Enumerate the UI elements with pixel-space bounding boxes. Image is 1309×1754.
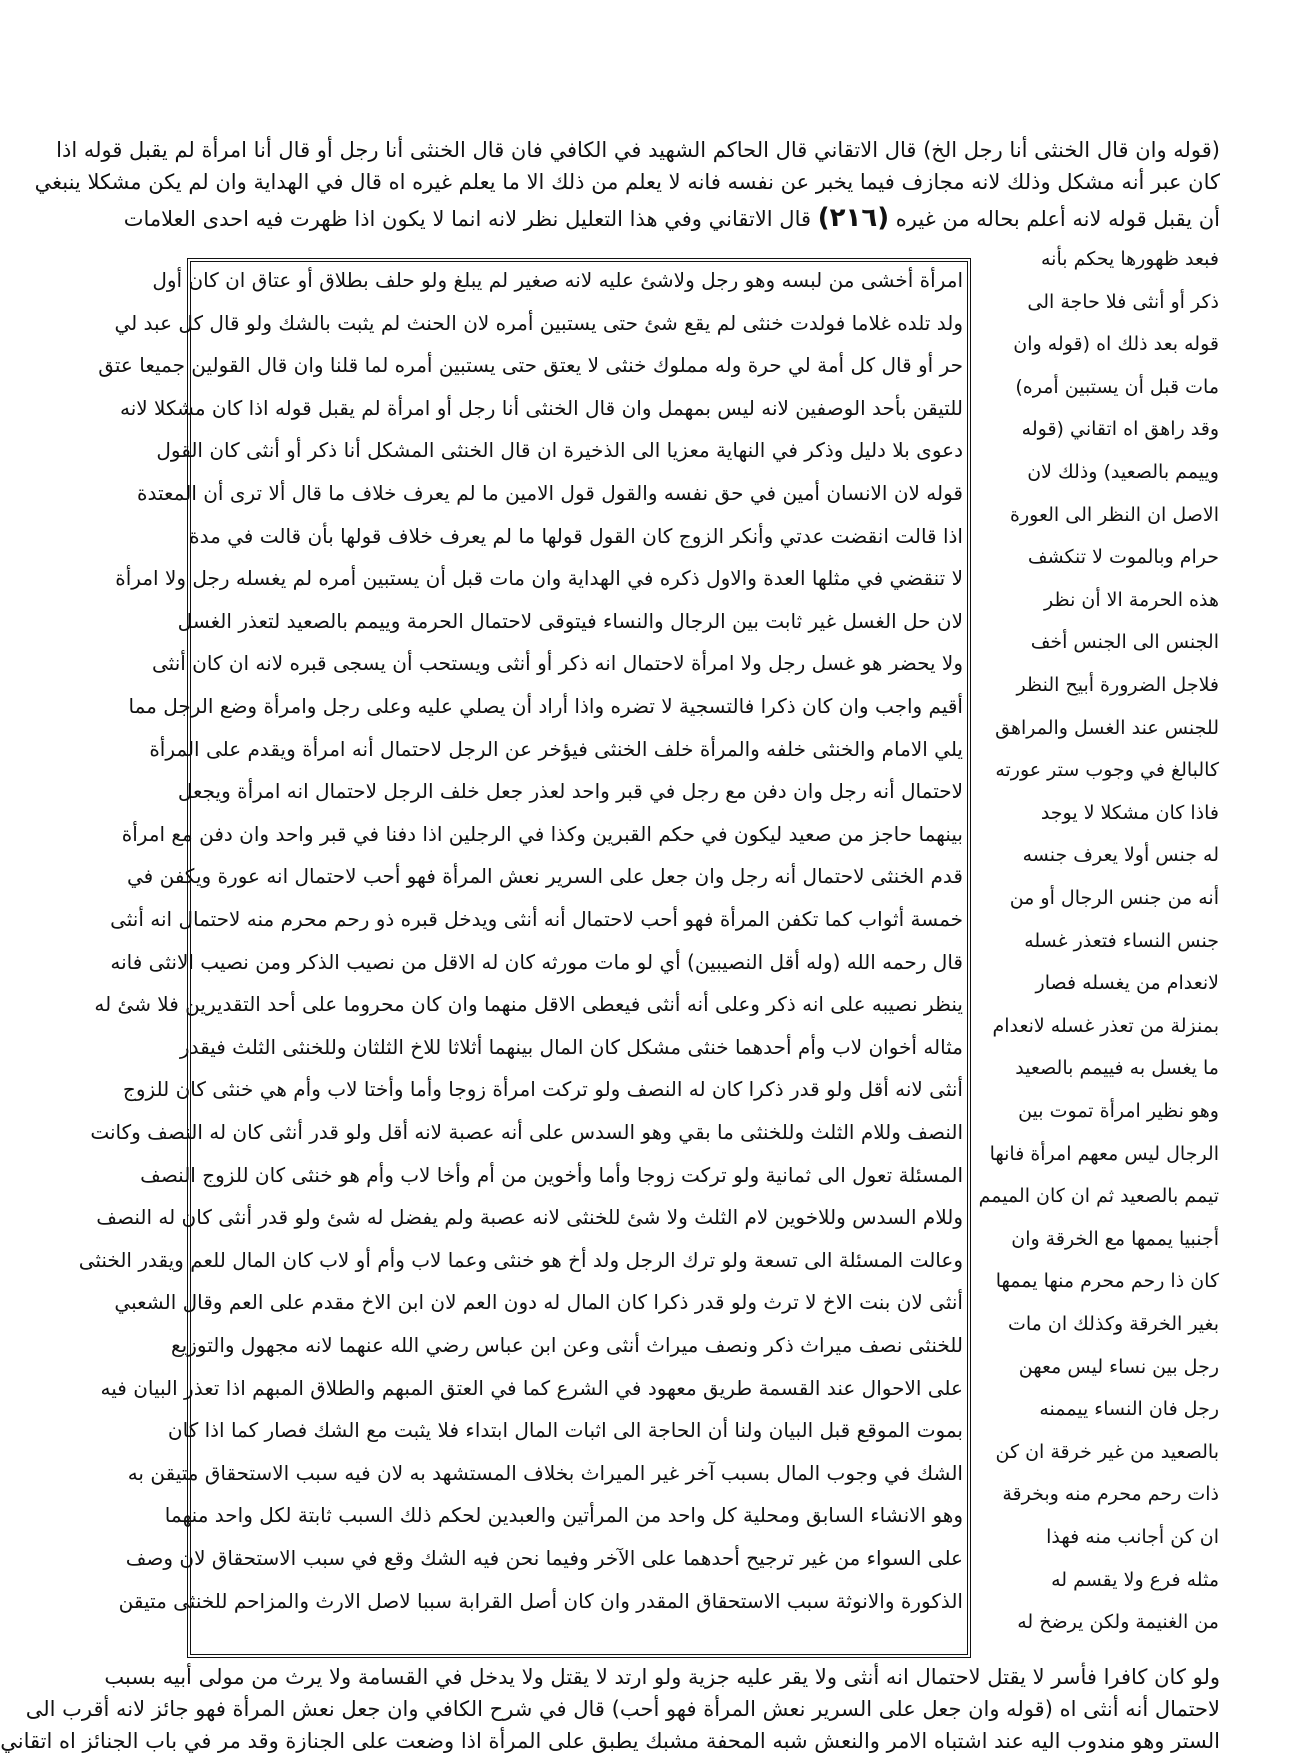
margin-line: رجل فان النساء ييممنه [1039, 1398, 1219, 1421]
margin-line: حرام وبالموت لا تنكشف [1027, 546, 1219, 569]
main-text-line: لاحتمال أنه رجل وان دفن مع رجل في قبر واحد لعذر جعل خلف الرجل لاحتمال انه امرأة ويجعل [177, 779, 963, 804]
margin-line: له جنس أولا يعرف جنسه [1022, 844, 1219, 867]
main-text-line: أنثى لان بنت الاخ لا ترث ولو قدر ذكرا كان المال له دون العم لان ابن الاخ مقدم على العم وقال الشعبي [114, 1290, 963, 1315]
main-text-line: لان حل الغسل غير ثابت بين الرجال والنساء فيتوقى لاحتمال الحرمة وييمم بالصعيد لتعذر الغسل [177, 608, 963, 633]
main-text-line: على السواء من غير ترجيح أحدهما على الآخر وفيما نحن فيه الشك وقع في سبب الاستحقاق لان وصف [125, 1546, 963, 1570]
main-text-line: يلي الامام والخنثى خلفه والمرأة خلف الخنثى فيؤخر عن الرجل لاحتمال أنه امرأة ويقدم على المرأة [149, 736, 963, 761]
main-text-line: الشك في وجوب المال بسبب آخر غير الميراث بخلاف المستشهد به لان فيه سبب الاستحقاق متيقن به [127, 1460, 963, 1485]
margin-line: وهو نظير امرأة تموت بين [1018, 1100, 1219, 1122]
margin-line: فاذا كان مشكلا لا يوجد [1040, 801, 1219, 824]
main-text-line: امرأة أخشى من لبسه وهو رجل ولاشئ عليه لانه صغير لم يبلغ ولو حلف بطلاق أو عتاق ان كان أول [152, 268, 963, 292]
margin-line: فلاجل الضرورة أبيح النظر [1016, 674, 1219, 696]
header-line-part: قال الاتقاني وفي هذا التعليل نظر لانه انما لا يكون اذا ظهرت فيه احدى العلامات [123, 207, 812, 231]
main-text-line: أنثى لانه أقل ولو قدر ذكرا كان له النصف ولو تركت امرأة زوجا وأما وأختا لاب وأم هي خنثى كان للزوج [122, 1077, 963, 1102]
margin-line: ذكر أو أنثى فلا حاجة الى [1027, 290, 1219, 313]
main-text-line: ولد تلده غلاما فولدت خنثى لم يقع شئ حتى يستبين أمره لان الحنث لم يثبت بالشك ولو قال كل عبد لي [114, 310, 963, 335]
main-text-line: مثاله أخوان لاب وأم أحدهما خنثى مشكل كان المال بينهما أثلاثا للاخ الثلثان وللخنثى الثلث فيقدر [179, 1034, 963, 1059]
main-text-line: للتيقن بأحد الوصفين لانه ليس بمهمل وان قال الخنثى أنا رجل أو امرأة لم يقبل قوله اذا كان مشكلا لانه [119, 395, 963, 420]
margin-line: فبعد ظهورها يحكم بأنه [1041, 248, 1219, 270]
margin-line: مات قبل أن يستبين أمره) [1015, 375, 1219, 398]
margin-line: ذات رحم محرم منه وبخرقة [1002, 1483, 1219, 1506]
margin-line: أجنبيا يممها مع الخرقة وان [1011, 1227, 1219, 1250]
main-text-line: قوله لان الانسان أمين في حق نفسه والقول قول الامين ما لم يعرف خلاف ما قال ألا ترى أن المعتدة [137, 481, 963, 505]
main-text-line: وعالت المسئلة الى تسعة ولو ترك الرجل ولد أخ هو خنثى وعما لاب وأم أو لاب كان المال للعم ويقدر الخنثى [78, 1247, 963, 1272]
main-text-line: على الاحوال عند القسمة طريق معهود في الشرع كما في العتق المبهم والطلاق المبهم اذا تعذر البيان فيه [100, 1375, 963, 1400]
main-text-line: خمسة أثواب كما تكفن المرأة فهو أحب لاحتمال أنه أنثى ويدخل قبره ذو رحم محرم منه لاحتمال انه أنثى [110, 907, 963, 931]
margin-line: الجنس الى الجنس أخف [1030, 631, 1219, 654]
main-text-line: للخنثى نصف ميراث ذكر ونصف ميراث أنثى وعن ابن عباس رضي الله عنهما لانه مجهول والتوزيع [171, 1333, 963, 1357]
main-text-line: بينهما حاجز من صعيد ليكون في حكم القبرين وكذا في الرجلين اذا دفنا في قبر واحد وان دفن مع امرأة [121, 821, 963, 846]
header-line-part: أن يقبل قوله لانه أعلم بحاله من غيره [895, 207, 1220, 231]
main-text-line: دعوى بلا دليل وذكر في النهاية معزيا الى الذخيرة ان قال الخنثى المشكل أنا ذكر أو أنثى كان القول [156, 438, 963, 463]
margin-line: بمنزلة من تعذر غسله لانعدام [992, 1014, 1219, 1037]
main-text-line: النصف وللام الثلث وللخنثى ما بقي وهو السدس على أنه عصبة لانه أقل ولو قدر أنثى كان له النصف وكانت [90, 1120, 963, 1144]
margin-line: ما يغسل به فييمم بالصعيد [1015, 1057, 1219, 1080]
page-number: (٢١٦) [817, 203, 890, 233]
footer-line: الستر وهو مندوب اليه عند اشتباه الامر والنعش شبه المحفة مشبك يطبق على المرأة اذا وضعت على الجنازة وقد مر في باب الجنائز اه اتقاني [0, 1729, 1220, 1753]
header-line: كان عبر أنه مشكل وذلك لانه مجازف فيما يخبر عن نفسه فانه لا يعلم من ذلك الا ما يعلم غيره اه قال في الهداية وان لم يكن مشكلا ينبغي [34, 170, 1220, 194]
footer-line: لاحتمال أنه أنثى اه (قوله وان جعل على السرير نعش المرأة فهو أحب) قال في شرح الكافي وان جعل نعش المرأة فهو جائز لانه أقرب الى [25, 1697, 1220, 1721]
footer-line: ولو كان كافرا فأسر لا يقتل لاحتمال انه أنثى ولا يقر عليه جزية ولو ارتد لا يقتل ولا يدخل في القسامة ولا يرث من مولى أبيه بسبب [104, 1665, 1220, 1689]
margin-line: ان كن أجانب منه فهذا [1046, 1526, 1219, 1548]
header-line: (قوله وان قال الخنثى أنا رجل الخ) قال الاتقاني قال الحاكم الشهيد في الكافي فان قال الخنثى أنا رجل أو قال أنا امرأة لم يقبل قوله اذا [56, 138, 1220, 162]
margin-line: أنه من جنس الرجال أو من [1009, 887, 1219, 909]
margin-line: تيمم بالصعيد ثم ان كان الميمم [978, 1185, 1219, 1208]
margin-line: كان ذا رحم محرم منها يممها [995, 1270, 1219, 1293]
main-text-line: الذكورة والانوثة سبب الاستحقاق المقدر وان كان أصل القرابة سببا لاصل الارث والمزاحم للخنثى متيقن [118, 1588, 963, 1613]
header-line [123, 203, 1220, 233]
main-text-line: لا تنقضي في مثلها العدة والاول ذكره في الهداية وان مات قبل أن يستبين أمره لم يغسله رجل ولا امرأة [115, 566, 963, 591]
margin-line: الرجال ليس معهم امرأة فانها [989, 1142, 1219, 1165]
margin-line: مثله فرع ولا يقسم له [1051, 1568, 1219, 1591]
margin-line: لانعدام من يغسله فصار [1035, 972, 1219, 995]
margin-line: كالبالغ في وجوب ستر عورته [995, 759, 1219, 782]
main-text-line: بموت الموقع قبل البيان ولنا أن الحاجة الى اثبات المال ابتداء فلا يثبت مع الشك فصار كما اذا كان [167, 1418, 963, 1443]
margin-line: الاصل ان النظر الى العورة [1010, 503, 1219, 526]
main-text-line: حر أو قال كل أمة لي حرة وله مملوك خنثى لا يعتق حتى يستبين أمره لما قلنا وان قال القولين جميعا عتق [98, 353, 963, 378]
margin-line: قوله بعد ذلك اه (قوله وان [1013, 333, 1219, 356]
main-text-line: وهو الانشاء السابق ومحلية كل واحد من المرأتين والعبدين لحكم ذلك السبب ثابتة لكل واحد منهما [164, 1503, 963, 1528]
margin-line: جنس النساء فتعذر غسله [1024, 929, 1219, 952]
margin-line: وقد راهق اه اتقاني (قوله [1021, 418, 1219, 441]
main-text-line: ولا يحضر هو غسل رجل ولا امرأة لاحتمال انه ذكر أو أنثى ويستحب أن يسجى قبره لانه ان كان أنثى [151, 651, 963, 676]
main-text-line: اذا قالت انقضت عدتي وأنكر الزوج كان القول قولها ما لم يعرف خلاف قولها بأن قالت في مدة [189, 523, 963, 548]
main-text-line: وللام السدس وللاخوين لام الثلث ولا شئ للخنثى لانه عصبة ولم يفضل له شئ ولو قدر أنثى كان له النصف [96, 1205, 963, 1230]
main-text-line: قال رحمه الله (وله أقل النصيبين) أي لو مات مورثه كان له الاقل من نصيب الذكر ومن نصيب الانثى فانه [110, 949, 963, 974]
margin-line: بغير الخرقة وكذلك ان مات [1008, 1313, 1219, 1335]
margin-line: بالصعيد من غير خرقة ان كن [995, 1440, 1219, 1463]
main-text-line: أقيم واجب وان كان ذكرا فالتسجية لا تضره واذا أراد أن يصلي عليه وعلى رجل وامرأة وضع الرجل مما [128, 694, 963, 718]
margin-line: للجنس عند الغسل والمراهق [995, 716, 1219, 739]
main-text-line: قدم الخنثى لاحتمال أنه رجل وان جعل على السرير نعش المرأة فهو أحب لاحتمال انه عورة ويكفن في [127, 864, 963, 889]
margin-line: من الغنيمة ولكن يرضخ له [1017, 1611, 1219, 1634]
main-text-line: ينظر نصيبه على انه ذكر وعلى أنه أنثى فيعطى الاقل منهما وان كان محروما على أحد التقديرين فلا شئ له [94, 992, 963, 1017]
margin-line: وييمم بالصعيد) وذلك لان [1027, 461, 1219, 483]
main-text-line: المسئلة تعول الى ثمانية ولو تركت زوجا وأما وأخوين من أم وأخا لاب وأم هو خنثى كان للزوج النصف [140, 1162, 963, 1187]
margin-line: هذه الحرمة الا أن نظر [1044, 588, 1219, 611]
margin-line: رجل بين نساء ليس معهن [1018, 1355, 1219, 1378]
